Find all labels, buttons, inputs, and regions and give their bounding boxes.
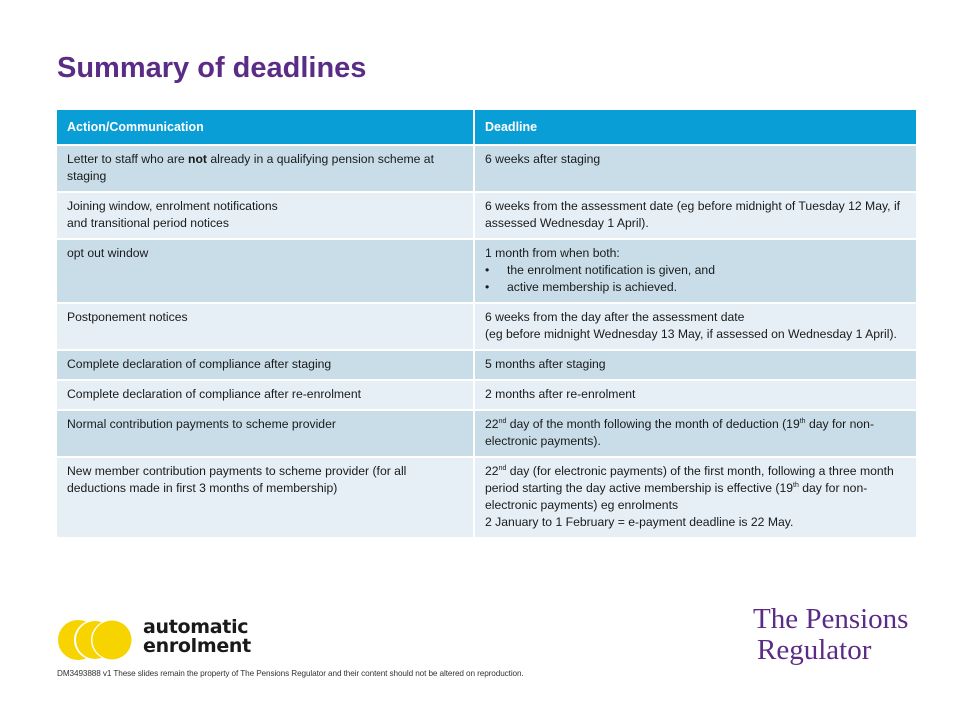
action-cell: Complete declaration of compliance after re-enrolment [57, 380, 474, 410]
action-cell: Letter to staff who are not already in a qualifying pension scheme at staging [57, 145, 474, 192]
column-header-deadline: Deadline [474, 110, 917, 145]
action-cell: Postponement notices [57, 303, 474, 350]
table-row [57, 145, 917, 192]
bullet-glyph: • [485, 263, 490, 277]
action-cell: Joining window, enrolment notifications and transitional period notices [57, 192, 474, 239]
bullet-glyph: • [485, 280, 490, 294]
action-cell: Normal contribution payments to scheme provider [57, 410, 474, 457]
bullet-list [485, 262, 906, 296]
logo-line-the-pensions: The Pensions [753, 603, 909, 635]
deadline-cell: 5 months after staging [474, 350, 917, 380]
action-cell: opt out window [57, 239, 474, 303]
table-row [57, 192, 917, 239]
table-header-row [57, 110, 917, 145]
deadline-cell: 1 month from when both: • the enrolment notification is given, and • active membership is achieved. [474, 239, 917, 303]
logo-line-regulator: Regulator [757, 634, 872, 666]
action-cell: New member contribution payments to scheme provider (for all deductions made in first 3 months of membership) [57, 457, 474, 537]
table-row [57, 350, 917, 380]
list-item: • the enrolment notification is given, and [485, 263, 715, 277]
action-cell: Complete declaration of compliance after staging [57, 350, 474, 380]
table-row [57, 410, 917, 457]
deadlines-table [57, 110, 918, 537]
deadline-cell: 6 weeks after staging [474, 145, 917, 192]
table-row [57, 380, 917, 410]
table-row [57, 303, 917, 350]
table-row [57, 239, 917, 303]
deadline-cell: 6 weeks from the day after the assessment date (eg before midnight Wednesday 13 May, if assessed on Wednesday 1 April). [474, 303, 917, 350]
deadline-cell: 22nd day of the month following the month of deduction (19th day for non-electronic payments). [474, 410, 917, 457]
logo-word-enrolment: enrolment [143, 635, 251, 657]
list-item: • active membership is achieved. [485, 280, 678, 294]
logo-word-automatic: automatic [143, 616, 249, 638]
table-row [57, 457, 917, 537]
page-title: Summary of deadlines [57, 52, 367, 84]
footer-disclaimer: DM3493888 v1 These slides remain the property of The Pensions Regulator and their content should not be altered on reproduction. [57, 669, 524, 678]
automatic-enrolment-logo [57, 616, 257, 664]
column-header-action: Action/Communication [57, 110, 474, 145]
deadline-cell: 6 weeks from the assessment date (eg before midnight of Tuesday 12 May, if assessed Wednesday 1 April). [474, 192, 917, 239]
yellow-circles-icon [57, 616, 139, 664]
pensions-regulator-logo [753, 604, 908, 666]
deadline-cell: 2 months after re-enrolment [474, 380, 917, 410]
deadline-cell: 22nd day (for electronic payments) of the first month, following a three month period starting the day active membership is effective (19th day for non-electronic payments) eg enrolments 2 January to 1 February = e-payment deadline is 22 May. [474, 457, 917, 537]
